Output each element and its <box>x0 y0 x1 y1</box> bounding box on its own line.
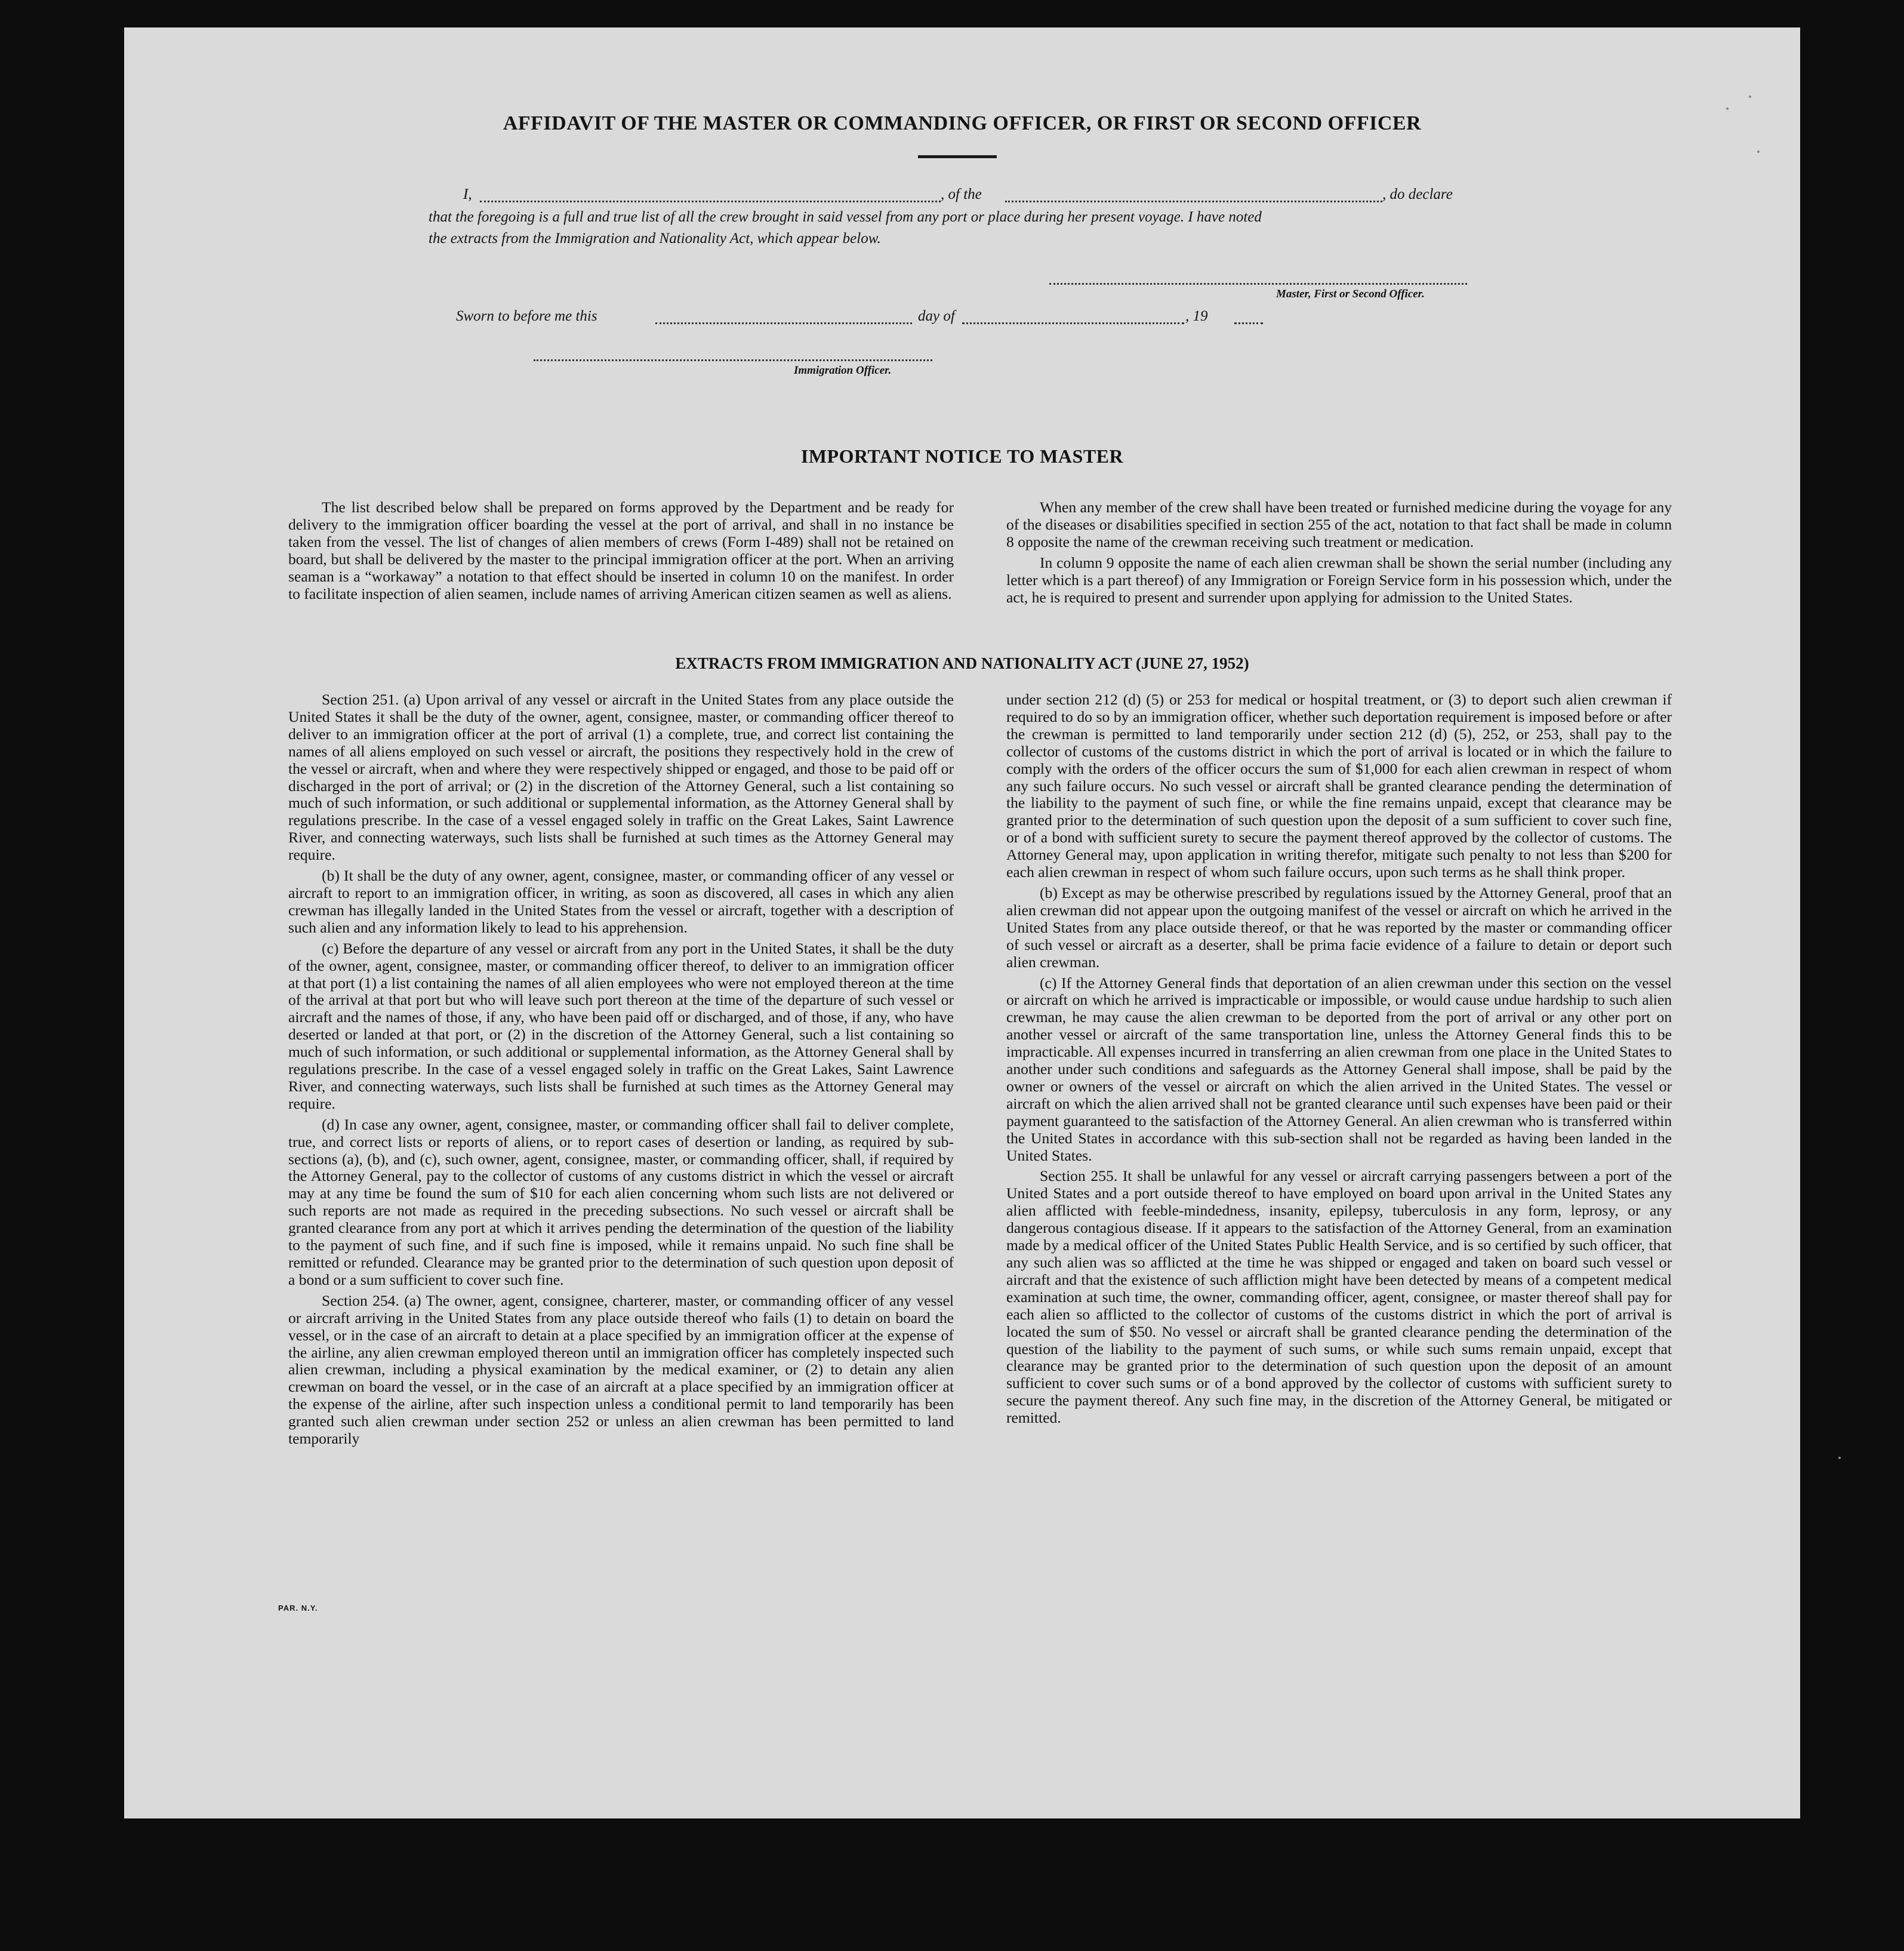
extracts-right-column <box>1006 691 1672 1430</box>
affidavit-line-2: that the foregoing is a full and true list of all the crew brought in said vessel from any port or place during her present voyage. I have noted <box>429 209 1262 225</box>
section-254-a-continued: under section 212 (d) (5) or 253 for medical or hospital treatment, or (3) to deport such alien crewman if required to do so by an immigration officer, whether such deportation requirement is imposed before or after the crewman is permitted to land temporarily under section 212 (d) (5), 252, or 253, shall pay to the collector of customs of the customs district in which the port of arrival is located or in which the failure to comply with the orders of the officer occurs the sum of $1,000 for each alien crewman in respect of whom any such failure occurs. No such vessel or aircraft shall be granted clearance pending the determination of the liability to the payment of such fine, or while the fine remains unpaid, except that clearance may be granted prior to the determination of such question upon the deposit of a sum sufficient to cover such fine, or of a bond with sufficient surety to secure the payment thereof approved by the collector of customs. The Attorney General may, upon application in writing therefor, mitigate such penalty to not less than $200 for each alien crewman in respect of whom such failure occurs, upon such terms as he shall think proper. <box>1006 691 1672 881</box>
extracts-title: EXTRACTS FROM IMMIGRATION AND NATIONALITY ACT (JUNE 27, 1952) <box>675 654 1249 672</box>
affidavit-title: AFFIDAVIT OF THE MASTER OR COMMANDING OFFICER, OR FIRST OR SECOND OFFICER <box>503 112 1422 134</box>
year-label: , 19 <box>1185 308 1208 324</box>
affidavit-of-the: , of the <box>941 186 982 202</box>
affidavit-i: I, <box>463 186 472 202</box>
printer-mark: PAR. N.Y. <box>278 1604 318 1613</box>
master-name-field[interactable] <box>480 201 941 202</box>
notice-left-paragraph: The list described below shall be prepared on forms approved by the Department and be ready for delivery to the immigration officer boarding the vessel at the port of arrival, and shall in no instance be taken from the vessel. The list of changes of alien members of crews (Form I-489) shall not be retained on board, but shall be delivered by the master to the principal immigration officer at the port. When an arriving seaman is a “workaway” a notation to that effect should be inserted in column 10 on the manifest. In order to facilitate inspection of alien seamen, include names of arriving American citizen seamen as well as aliens. <box>288 498 954 602</box>
section-254-c: (c) If the Attorney General finds that deportation of an alien crewman under this section on the vessel or aircraft on which he arrived is impracticable or impossible, or would cause undue hardship to such alien crewman, he may cause the alien crewman to be deported from the port of arrival or any other port on another vessel or aircraft of the same transportation line, unless the Attorney General finds this to be impracticable. All expenses incurred in transferring an alien crewman from one place in the United States to another under such conditions and safeguards as the Attorney General shall impose, shall be paid by the owner or owners of the vessel or aircraft on which the alien arrived in the United States. The vessel or aircraft on which the alien arrived shall not be granted clearance until such expenses have been paid or their payment guaranteed to the satisfaction of the Attorney General. An alien crewman who is transferred within the United States in accordance with this sub-section shall not be regarded as having been landed in the United States. <box>1006 974 1672 1164</box>
film-speck <box>1838 1457 1841 1459</box>
master-signature-label: Master, First or Second Officer. <box>1276 288 1425 300</box>
day-of-label: day of <box>918 308 955 324</box>
affidavit-do-declare: , do declare <box>1382 186 1453 202</box>
master-signature-field[interactable] <box>1049 283 1467 285</box>
sworn-day-field[interactable] <box>655 322 912 324</box>
section-251-c: (c) Before the departure of any vessel or aircraft from any port in the United States, it shall be the duty of the owner, agent, consignee, master, or commanding officer thereof, to deliver to an immigration officer at that port (1) a list containing the names of all alien employees who were not employed thereon at the time of the arrival at that port but who will leave such port thereon at the time of the departure of such vessel or aircraft and the names of those, if any, who have been paid off or discharged, and of those, if any, who have deserted or landed at that port, or (2) in the discretion of the Attorney General, such a list containing so much of such information, or such additional or supplemental information, as the Attorney General shall by regulations prescribe. In the case of a vessel engaged solely in traffic on the Great Lakes, Saint Lawrence River, and connecting waterways, such lists shall be furnished at such times as the Attorney General may require. <box>288 939 954 1112</box>
sworn-month-field[interactable] <box>962 322 1184 324</box>
section-254-b: (b) Except as may be otherwise prescribed by regulations issued by the Attorney General, proof that an alien crewman did not appear upon the outgoing manifest of the vessel or aircraft on which he arrived in the United States from any place outside thereof, or that he was reported by the master or commanding officer of such vessel or aircraft as a deserter, shall be prima facie evidence of a failure to detain or deport such alien crewman. <box>1006 884 1672 971</box>
document-page <box>124 27 1800 1818</box>
immigration-officer-signature-field[interactable] <box>534 359 932 361</box>
extracts-left-column <box>288 691 954 1451</box>
section-255: Section 255. It shall be unlawful for any vessel or aircraft carrying passengers between a port of the United States and a port outside thereof to have employed on board upon arrival in the United States any alien afflicted with feeble-mindedness, insanity, epilepsy, tuberculosis in any form, leprosy, or any dangerous contagious disease. If it appears to the satisfaction of the Attorney General, from an examination made by a medical officer of the United States Public Health Service, and is so certified by such officer, that any such alien was so afflicted at the time he was shipped or engaged and taken on board such vessel or aircraft and that the existence of such affliction might have been detected by means of a competent medical examination at such time, the owner, commanding officer, agent, consignee, or master thereof shall pay for each alien so afflicted to the collector of customs of the customs district in which the port of arrival is located the sum of $50. No vessel or aircraft shall be granted clearance pending the determination of the question of the liability to the payment of such sums, or while such sums remain unpaid, except that clearance may be granted prior to the determination of such question upon the deposit of an amount sufficient to cover such sums or of a bond approved by the collector of customs with sufficient surety to secure the payment thereof. Any such fine may, in the discretion of the Attorney General, be mitigated or remitted. <box>1006 1167 1672 1427</box>
section-254-a: Section 254. (a) The owner, agent, consignee, charterer, master, or commanding officer of any vessel or aircraft arriving in the United States from any place outside thereof who fails (1) to detain on board the vessel, or in the case of an aircraft to detain at a place specified by an immigration officer at the expense of the airline, any alien crewman employed thereon until an immigration officer has completely inspected such alien crewman, including a physical examination by the medical examiner, or (2) to detain any alien crewman on board the vessel, or in the case of an aircraft at a place specified by an immigration officer at the expense of the airline, after such inspection unless a conditional permit to land temporarily has been granted such alien crewman under section 252 or unless an alien crewman has been permitted to land temporarily <box>288 1291 954 1448</box>
notice-right-paragraph: When any member of the crew shall have been treated or furnished medicine during the voyage for any of the diseases or disabilities specified in section 255 of the act, notation to that fact shall be made in column 8 opposite the name of the crewman receiving such treatment or medication. <box>1006 498 1672 550</box>
notice-title: IMPORTANT NOTICE TO MASTER <box>800 445 1124 467</box>
section-251-d: (d) In case any owner, agent, consignee, master, or commanding officer shall fail to deliver complete, true, and correct lists or reports of aliens, or to report cases of desertion or landing, as required by sub-sections (a), (b), and (c), such owner, agent, consignee, master, or commanding officer, shall, if required by the Attorney General, pay to the collector of customs of any customs district in which the vessel or aircraft may at any time be found the sum of $10 for each alien concerning whom such lists are not delivered or such reports are not made as required in the preceding subsections. No such vessel or aircraft shall be granted clearance from any port at which it arrives pending the determination of the question of the liability to the payment of such fine, and if such fine is imposed, while it remains unpaid. No such fine shall be remitted or refunded. Clearance may be granted prior to the determination of such question upon deposit of a bond or a sum sufficient to cover such fine. <box>288 1115 954 1288</box>
vessel-name-field[interactable] <box>1005 201 1382 202</box>
immigration-officer-label: Immigration Officer. <box>794 364 892 377</box>
film-speck <box>1726 107 1729 110</box>
sworn-year-field[interactable] <box>1234 322 1263 324</box>
notice-right-column <box>1006 499 1672 610</box>
film-speck <box>1749 96 1751 98</box>
sworn-label: Sworn to before me this <box>456 308 597 324</box>
section-251-a: Section 251. (a) Upon arrival of any vessel or aircraft in the United States from any place outside the United States it shall be the duty of the owner, agent, consignee, master, or commanding officer thereof to deliver to an immigration officer at the port of arrival (1) a complete, true, and correct list containing the names of all aliens employed on such vessel or aircraft, the positions they respectively hold in the crew of the vessel or aircraft, when and where they were respectively shipped or engaged, and those to be paid off or discharged in the port of arrival; or (2) in the discretion of the Attorney General, such a list containing so much of such information, or such additional or supplemental information, as the Attorney General shall by regulations prescribe. In the case of a vessel engaged solely in traffic on the Great Lakes, Saint Lawrence River, and connecting waterways, such lists shall be furnished at such times as the Attorney General may require. <box>288 691 954 864</box>
film-speck <box>1757 150 1760 153</box>
title-underline <box>918 155 997 158</box>
affidavit-line-3: the extracts from the Immigration and Nationality Act, which appear below. <box>429 230 881 247</box>
notice-right-paragraph: In column 9 opposite the name of each alien crewman shall be shown the serial number (including any letter which is a part thereof) of any Immigration or Foreign Service form in his possession which, under the act, he is required to present and surrender upon applying for admission to the United States. <box>1006 553 1672 606</box>
section-251-b: (b) It shall be the duty of any owner, agent, consignee, master, or commanding officer of any vessel or aircraft to report to an immigration officer, in writing, as soon as discovered, all cases in which any alien crewman has illegally landed in the United States from the vessel or aircraft, together with a description of such alien and any information likely to lead to his apprehension. <box>288 867 954 936</box>
notice-left-column <box>288 499 954 606</box>
